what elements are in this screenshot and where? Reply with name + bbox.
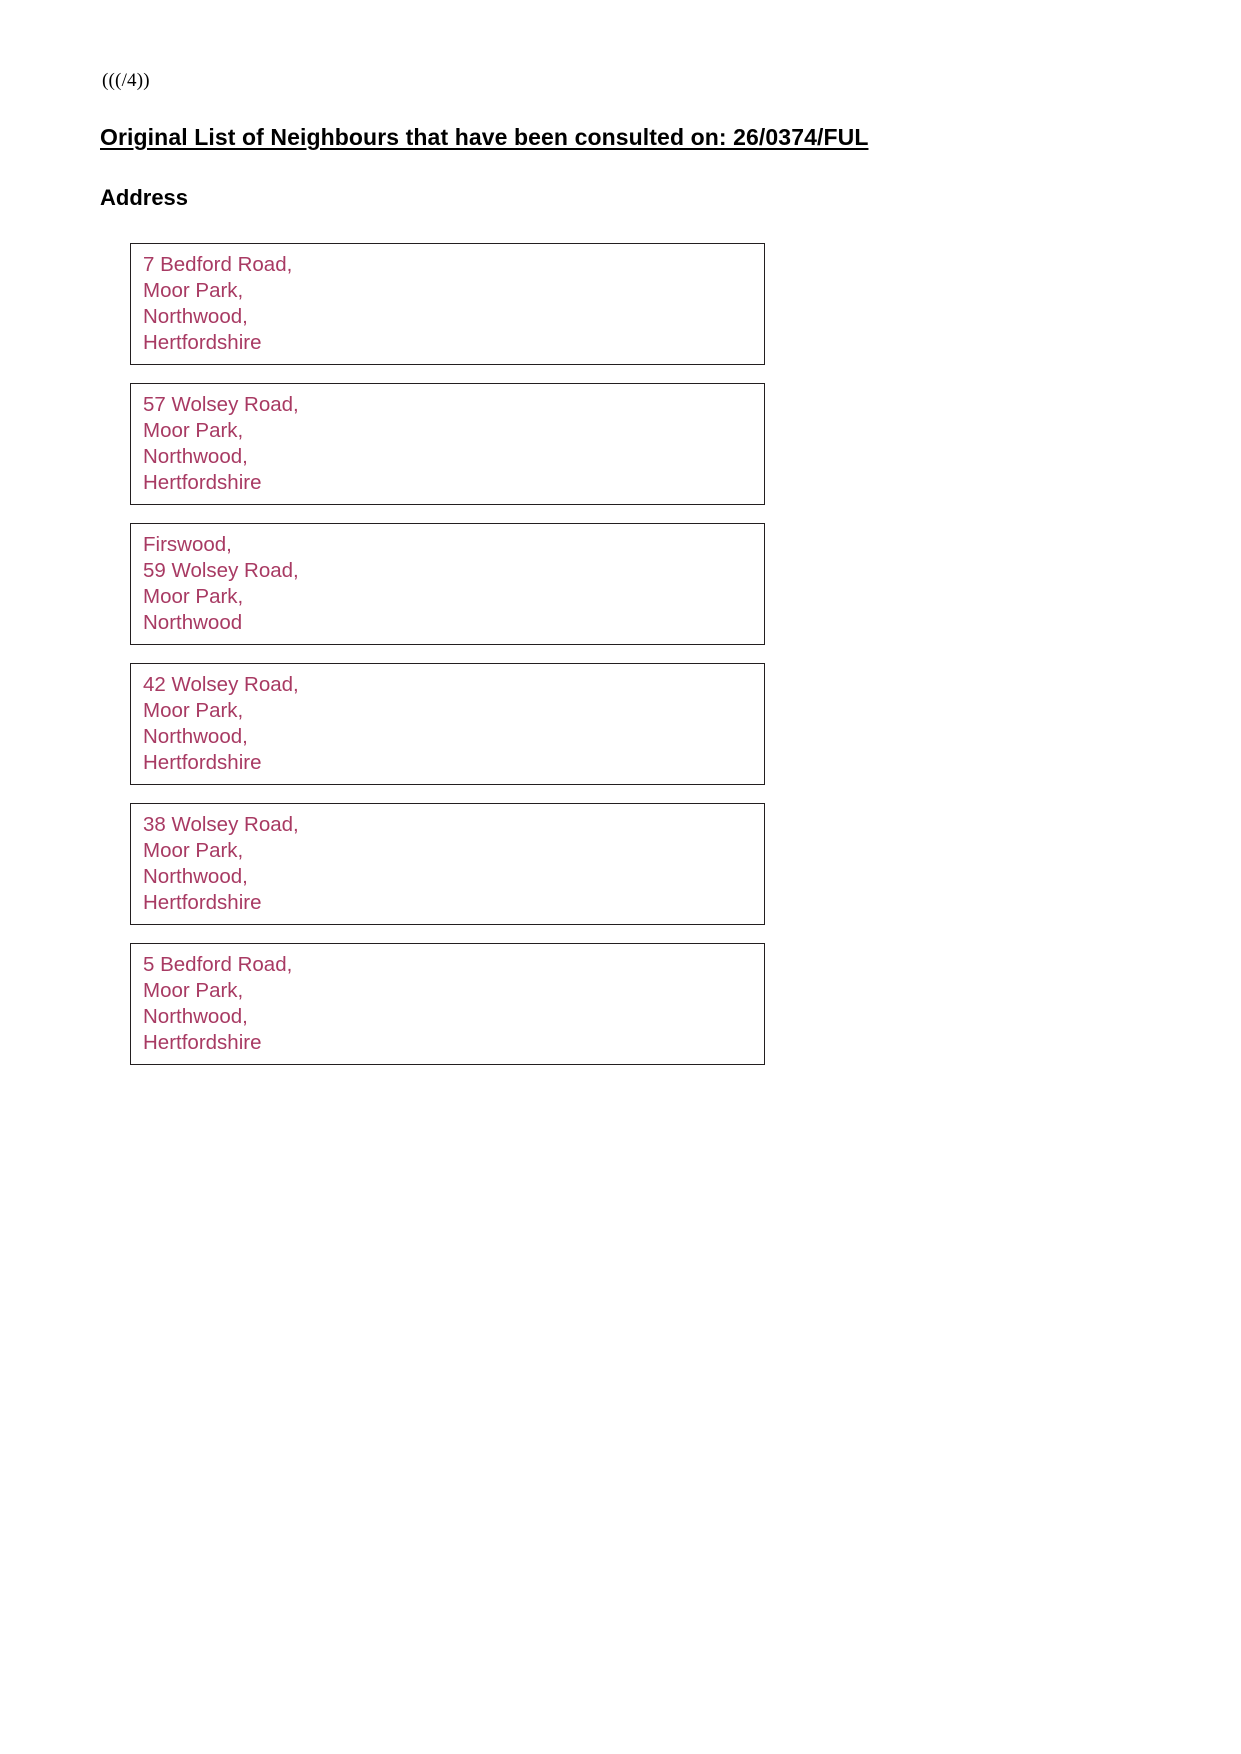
address-line: 42 Wolsey Road,	[143, 673, 299, 696]
address-line: Moor Park,	[143, 839, 244, 862]
address-line: Hertfordshire	[143, 471, 262, 494]
list-item	[130, 383, 765, 505]
address-line: Moor Park,	[143, 585, 244, 608]
address-line: Northwood,	[143, 445, 248, 468]
address-line: Northwood,	[143, 305, 248, 328]
address-line: Firswood,	[143, 533, 232, 556]
address-list	[130, 243, 765, 1065]
address-line: Northwood,	[143, 865, 248, 888]
address-line: Northwood	[143, 611, 243, 634]
page-title: Original List of Neighbours that have been consulted on: 26/0374/FUL	[100, 124, 869, 150]
address-line: 59 Wolsey Road,	[143, 559, 299, 582]
address-line: Northwood,	[143, 1005, 248, 1028]
address-line: Hertfordshire	[143, 891, 262, 914]
list-item	[130, 243, 765, 365]
address-line: 38 Wolsey Road,	[143, 813, 299, 836]
page-reference: (((/4))	[102, 70, 150, 91]
address-line: Hertfordshire	[143, 331, 262, 354]
address-line: Moor Park,	[143, 279, 244, 302]
address-line: Hertfordshire	[143, 1031, 262, 1054]
address-line: 5 Bedford Road,	[143, 953, 293, 976]
section-heading-address: Address	[100, 185, 189, 210]
address-line: Hertfordshire	[143, 751, 262, 774]
address-line: Moor Park,	[143, 979, 244, 1002]
address-line: Moor Park,	[143, 419, 244, 442]
list-item	[130, 523, 765, 645]
list-item	[130, 943, 765, 1065]
address-line: Northwood,	[143, 725, 248, 748]
address-line: 7 Bedford Road,	[143, 253, 293, 276]
address-line: 57 Wolsey Road,	[143, 393, 299, 416]
list-item	[130, 663, 765, 785]
list-item	[130, 803, 765, 925]
address-line: Moor Park,	[143, 699, 244, 722]
